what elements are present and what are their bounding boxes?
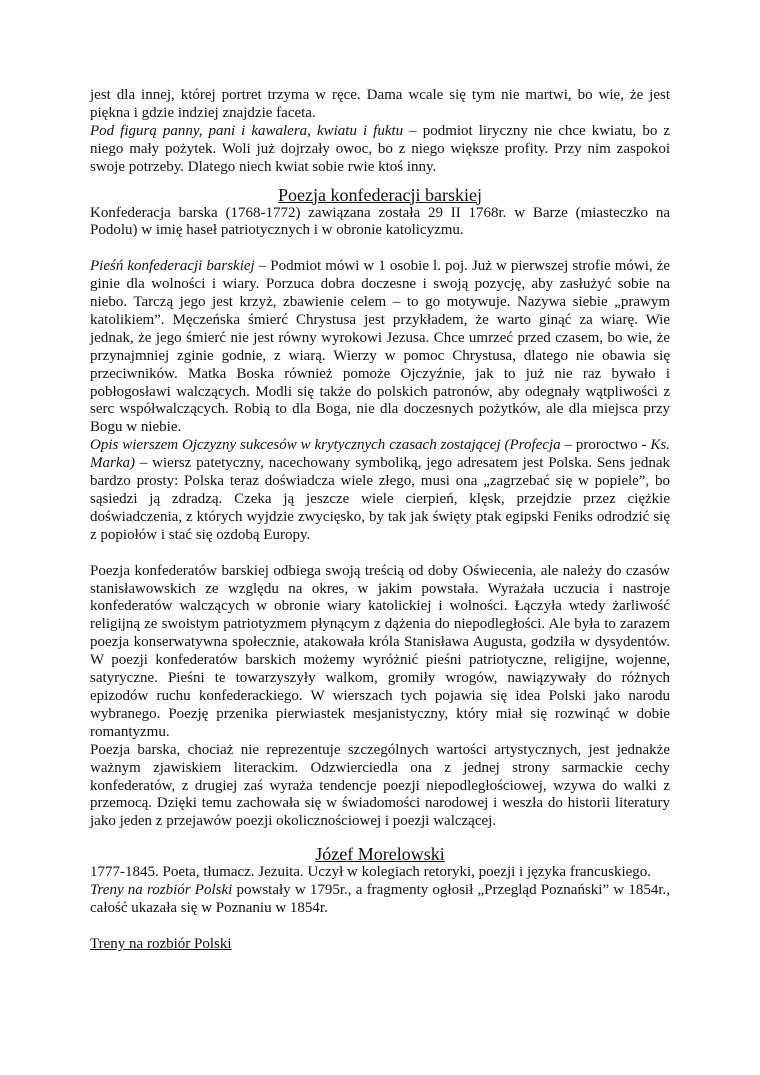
poem-description: – wiersz patetyczny, nacechowany symboliką, jego adresatem jest Polska. Sens jednak bardzo prosty: Polska teraz doświadcza wiele złego, musi ona „zagrzebać się w popiele”, bo sąsiedzi ją zdradzą. Czeka ją jeszcze wiele cierpień, klęsk, przejdzie przez ciężkie doświadczenia, z których wyjdzie zwycięsko, by tak jak święty ptak egipski Feniks odrodzić się z popiołów i stać się ozdobą Europy. bbox=[90, 455, 670, 543]
section-heading-morelowski: Józef Morelowski bbox=[315, 844, 445, 865]
intro-paragraph: jest dla innej, której portret trzyma w ręce. Dama wcale się tym nie martwi, bo wie, że jest piękna i gdzie indziej znajdzie faceta. bbox=[90, 87, 670, 121]
document-page bbox=[90, 87, 670, 954]
section-heading-konfederacja: Poezja konfederacji barskiej bbox=[278, 184, 482, 205]
subheading-treny: Treny na rozbiór Polski bbox=[90, 935, 232, 952]
poem-title: Treny na rozbiór Polski bbox=[90, 882, 233, 899]
body-paragraph: Poezja barska, chociaż nie reprezentuje szczególnych wartości artystycznych, jest jednakże ważnym zjawiskiem literackim. Odzwierciedla ona z jednej strony sarmackie cechy konfederatów, z drugiej zaś wyraża tendencje poezji niepodległościowej, wzywa do walki z przemocą. Dzięki temu zachowała się w świadomości narodowej i weszła do historii literatury jako jeden z przejawów poezji okolicznościowej i poezji walczącej. bbox=[90, 741, 670, 830]
spacer bbox=[90, 918, 670, 936]
lead-paragraph: Konfederacja barska (1768-1772) zawiązana została 29 II 1768r. w Barze (miasteczko na Podolu) w imię haseł patriotycznych i w obronie katolicyzmu. bbox=[90, 204, 670, 239]
spacer bbox=[90, 545, 670, 563]
poem-title: Pod figurą panny, pani i kawalera, kwiatu i fuktu bbox=[90, 122, 404, 139]
bio-paragraph: 1777-1845. Poeta, tłumacz. Jezuita. Uczył w kolegiach retoryki, poezji i języka francuskiego. bbox=[90, 864, 652, 881]
intro-paragraph-2 bbox=[90, 123, 670, 177]
poem-subtitle: – proroctwo - bbox=[560, 437, 651, 454]
body-paragraph: Poezja konfederatów barskiej odbiega swoją treścią od doby Oświecenia, ale należy do czasów stanisławowskich ze względu na okres, w jakim powstała. Wyrażała uczucia i nastroje konfederatów walczących w obronie wiary katolickiej i wolności. Łączyła wtedy żarliwość religijną ze swoistym patriotyzmem płynącym z dążenia do niepodległości. Ale była to zarazem poezja konserwatywna społecznie, atakowała króla Stanisława Augusta, godziła w dysydentów. W poezji konfederatów barskich możemy wyróżnić pieśni patriotyczne, religijne, wojenne, satyryczne. Pieśni te towarzyszyły walkom, gromiły wrogów, nawiązywały do różnych epizodów ruchu konfederackiego. W wierszach tych pojawia się idea Polski jako narodu wybranego. Poezję przenika pierwiastek mesjanistyczny, który miał się rozwinąć w dobie romantyzmu. bbox=[90, 562, 670, 740]
poem-author: Ks. Marka) bbox=[90, 437, 670, 472]
spacer bbox=[90, 240, 670, 258]
piesn-paragraph bbox=[90, 258, 670, 437]
poem-description: – Podmiot mówi w 1 osobie l. poj. Już w pierwszej strofie mówi, że ginie dla wolności i wiary. Porzuca dobra doczesne i swoją pozycję, aby zasłużyć sobie na niebo. Tarczą jego jest krzyż, zbawienie celem – to go motywuje. Nazywa siebie „prawym katolikiem”. Męczeńska śmierć Chrystusa jest przykładem, że warto ginąć za wiarę. Wie jednak, że jego śmierć nie jest równy wyrokowi Jezusa. Chce umrzeć przed czasem, bo wie, że przynajmniej zginie godnie, z wiarą. Wierzy w pomoc Chrystusa, dlatego nie obawia się przeciwników. Matka Boska również pomoże Ojczyźnie, jak to już nie raz bywało i pobłogosławi walczących. Modli się także do polskich patronów, aby odegnały wątpliwości z serc współwalczących. Robią to dla Boga, nie dla doczesnych pożytków, ale dla miejsca przy Bogu w niebie. bbox=[90, 258, 671, 436]
treny-paragraph bbox=[90, 882, 670, 918]
poem-title: Pieśń konfederacji barskiej bbox=[90, 258, 255, 275]
opis-paragraph bbox=[90, 437, 670, 544]
poem-title: Opis wierszem Ojczyzny sukcesów w krytycznych czasach zostającej (Profecja bbox=[90, 437, 561, 454]
poem-description: powstały w 1795r., a fragmenty ogłosił „Przegląd Poznański” w 1854r., całość ukazała się w Poznaniu w 1854r. bbox=[90, 882, 670, 917]
poem-description: – podmiot liryczny nie chce kwiatu, bo z niego mały pożytek. Woli już dojrzały owoc, bo z niego większe profity. Przy nim zaspokoi swoje potrzeby. Dlatego niech kwiat sobie rwie ktoś inny. bbox=[90, 122, 670, 175]
